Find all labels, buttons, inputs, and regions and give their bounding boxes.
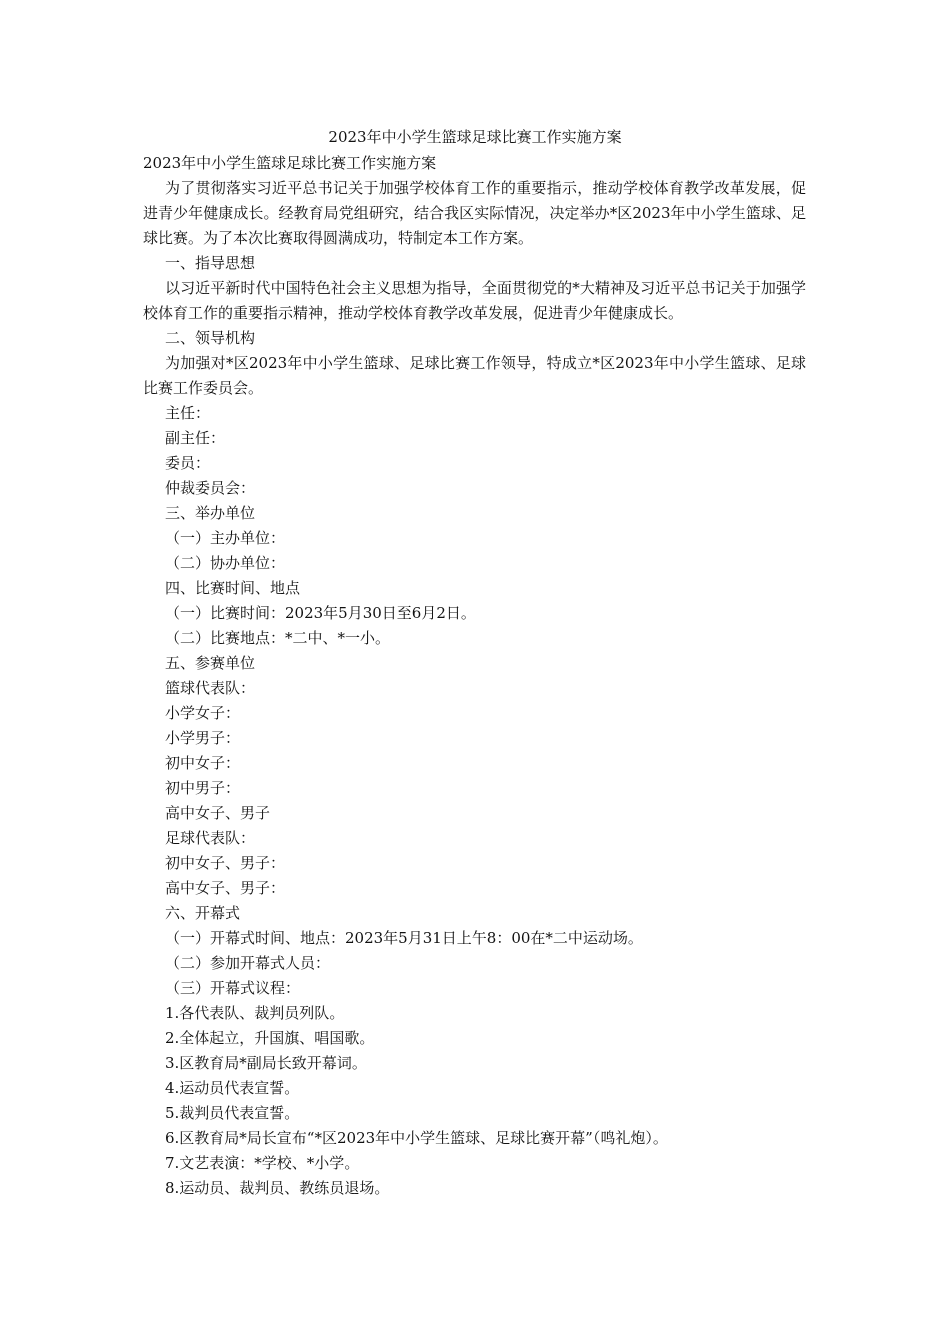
- director-line: 主任：: [165, 404, 211, 422]
- opening-time-line: （一）开幕式时间、地点：2023年5月31日上午8：00在*二中运动场。: [165, 929, 643, 947]
- basketball-senior: 高中女子、男子: [165, 804, 271, 822]
- basketball-junior-girls: 初中女子：: [165, 754, 241, 772]
- section-5-heading: 五、参赛单位: [165, 654, 256, 672]
- document-title: 2023年中小学生篮球足球比赛工作实施方案: [328, 128, 622, 146]
- match-place-line: （二）比赛地点：*二中、*一小。: [165, 629, 391, 647]
- agenda-item-5: 5.裁判员代表宣誓。: [165, 1104, 300, 1122]
- agenda-item-1: 1.各代表队、裁判员列队。: [165, 1004, 345, 1022]
- section-2-heading: 二、领导机构: [165, 329, 256, 347]
- agenda-item-8: 8.运动员、裁判员、教练员退场。: [165, 1179, 390, 1197]
- football-junior: 初中女子、男子：: [165, 854, 286, 872]
- section-6-heading: 六、开幕式: [165, 904, 241, 922]
- section-1-body: 以习近平新时代中国特色社会主义思想为指导，全面贯彻党的*大精神及习近平总书记关于加强学校体育工作的重要指示精神，推动学校体育教学改革发展，促进青少年健康成长。: [143, 279, 806, 322]
- co-host-unit-line: （二）协办单位：: [165, 554, 286, 572]
- basketball-primary-boys: 小学男子：: [165, 729, 241, 747]
- member-line: 委员：: [165, 454, 211, 472]
- basketball-teams-label: 篮球代表队：: [165, 679, 256, 697]
- agenda-item-6: 6.区教育局*局长宣布“*区2023年中小学生篮球、足球比赛开幕”（鸣礼炮）。: [165, 1129, 668, 1147]
- section-1-heading: 一、指导思想: [165, 254, 256, 272]
- section-2-body: 为加强对*区2023年中小学生篮球、足球比赛工作领导，特成立*区2023年中小学生篮球、足球比赛工作委员会。: [143, 354, 806, 397]
- agenda-item-3: 3.区教育局*副局长致开幕词。: [165, 1054, 367, 1072]
- football-senior: 高中女子、男子：: [165, 879, 286, 897]
- document-subtitle: 2023年中小学生篮球足球比赛工作实施方案: [143, 154, 437, 172]
- section-4-heading: 四、比赛时间、地点: [165, 579, 301, 597]
- opening-agenda-line: （三）开幕式议程：: [165, 979, 301, 997]
- intro-paragraph: 为了贯彻落实习近平总书记关于加强学校体育工作的重要指示，推动学校体育教学改革发展，促进青少年健康成长。经教育局党组研究，结合我区实际情况，决定举办*区2023年中小学生篮球、足球比赛。为了本次比赛取得圆满成功，特制定本工作方案。: [143, 179, 806, 247]
- agenda-item-2: 2.全体起立，升国旗、唱国歌。: [165, 1029, 375, 1047]
- section-3-heading: 三、举办单位: [165, 504, 256, 522]
- basketball-junior-boys: 初中男子：: [165, 779, 241, 797]
- football-teams-label: 足球代表队：: [165, 829, 256, 847]
- vice-director-line: 副主任：: [165, 429, 226, 447]
- opening-attendees-line: （二）参加开幕式人员：: [165, 954, 331, 972]
- host-unit-line: （一）主办单位：: [165, 529, 286, 547]
- match-time-line: （一）比赛时间：2023年5月30日至6月2日。: [165, 604, 476, 622]
- arbitration-line: 仲裁委员会：: [165, 479, 256, 497]
- basketball-primary-girls: 小学女子：: [165, 704, 241, 722]
- agenda-item-7: 7.文艺表演：*学校、*小学。: [165, 1154, 360, 1172]
- agenda-item-4: 4.运动员代表宣誓。: [165, 1079, 300, 1097]
- document-body: [143, 151, 806, 1201]
